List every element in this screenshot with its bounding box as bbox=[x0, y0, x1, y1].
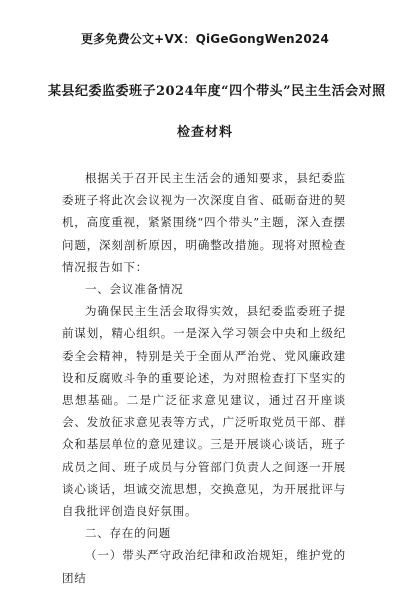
section-heading-2: 二、存在的问题 bbox=[85, 526, 172, 541]
intro-paragraph: 根据关于召开民主生活会的通知要求，县纪委监委班子将此次会议视为一次深度自省、砥砺奋进的契机，高度重视，紧紧围绕“四个带头”主题，深入查摆问题，深刻剖析原因，明确整改措施。现将对照检查情况报告如下： bbox=[62, 171, 346, 274]
document-subtitle: 检查材料 bbox=[176, 125, 233, 140]
promo-header: 更多免费公文+VX：QiGeGongWen2024 bbox=[80, 32, 329, 46]
section-1-paragraph: 为确保民主生活会取得实效，县纪委监委班子提前谋划，精心组织。一是深入学习领会中央和上级纪委全会精神，特别是关于全面从严治党、党风廉政建设和反腐败斗争的重要论述，为对照检查打下坚实的思想基础。二是广泛征求意见建议，通过召开座谈会、发放征求意见表等方式，广泛听取党员干部、群众和基层单位的意见建议。三是开展谈心谈话，班子成员之间、班子成员与分管部门负责人之间逐一开展谈心谈话，坦诚交流思想，交换意见，为开展批评与自我批评创造良好氛围。 bbox=[62, 304, 346, 519]
document-title: 某县纪委监委班子2024年度“四个带头”民主生活会对照 bbox=[48, 84, 386, 99]
section-heading-1: 一、会议准备情况 bbox=[85, 282, 184, 297]
subsection-heading-1: （一）带头严守政治纪律和政治规矩，维护党的团结 bbox=[62, 548, 346, 585]
document-body bbox=[62, 167, 346, 589]
